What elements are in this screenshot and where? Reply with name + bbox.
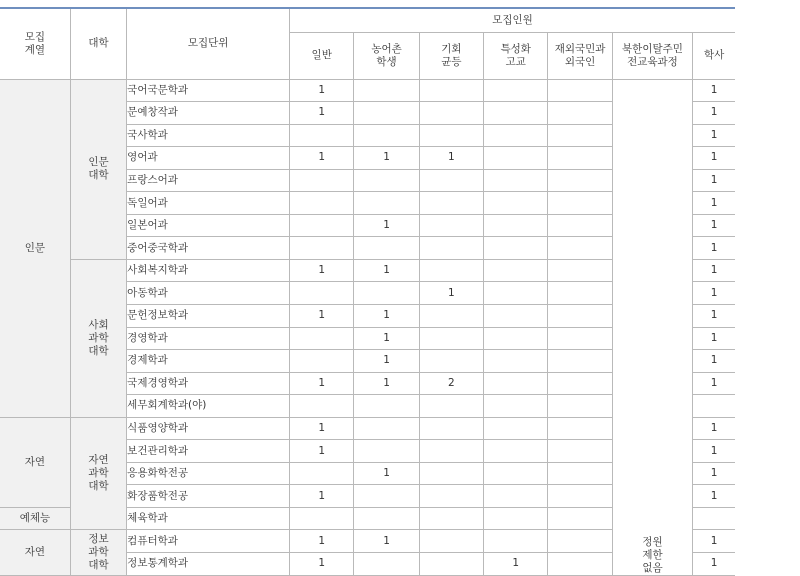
field-cell: 자연	[0, 417, 70, 507]
header-category: 특성화 고교	[484, 32, 548, 79]
quota-cell	[290, 192, 354, 215]
field-cell: 자연	[0, 530, 70, 575]
quota-cell: 1	[290, 79, 354, 102]
quota-cell: 1	[693, 192, 735, 215]
quota-cell: 1	[693, 462, 735, 485]
unit-cell: 응용화학전공	[127, 462, 290, 485]
unit-cell: 보건관리학과	[127, 440, 290, 463]
quota-cell	[419, 462, 483, 485]
quota-cell	[484, 507, 548, 530]
field-cell: 인문	[0, 79, 70, 417]
header-quota: 모집인원	[290, 8, 735, 32]
quota-cell	[548, 530, 612, 553]
quota-cell	[484, 350, 548, 373]
unit-cell: 문헌정보학과	[127, 304, 290, 327]
quota-cell	[548, 124, 612, 147]
quota-cell: 1	[693, 350, 735, 373]
quota-cell	[484, 395, 548, 418]
quota-cell: 1	[693, 259, 735, 282]
unit-cell: 정보통계학과	[127, 552, 290, 575]
quota-cell: 1	[693, 372, 735, 395]
quota-cell	[484, 417, 548, 440]
quota-cell	[484, 485, 548, 508]
quota-cell	[419, 102, 483, 125]
quota-cell	[419, 192, 483, 215]
quota-cell	[354, 485, 419, 508]
table-body	[0, 79, 735, 575]
quota-cell: 1	[290, 259, 354, 282]
quota-cell	[484, 462, 548, 485]
quota-cell: 1	[693, 440, 735, 463]
unit-cell: 컴퓨터학과	[127, 530, 290, 553]
quota-cell	[354, 102, 419, 125]
quota-cell: 2	[419, 372, 483, 395]
quota-cell	[548, 440, 612, 463]
quota-cell	[354, 79, 419, 102]
quota-cell	[484, 282, 548, 305]
header-college: 대학	[70, 8, 126, 79]
quota-cell: 1	[354, 327, 419, 350]
quota-cell	[354, 282, 419, 305]
quota-cell	[484, 214, 548, 237]
unit-cell: 식품영양학과	[127, 417, 290, 440]
quota-cell	[354, 552, 419, 575]
quota-cell: 1	[419, 147, 483, 170]
quota-cell	[484, 124, 548, 147]
quota-cell	[548, 214, 612, 237]
quota-cell	[548, 192, 612, 215]
table-row	[0, 79, 735, 102]
quota-cell	[548, 327, 612, 350]
quota-cell	[290, 282, 354, 305]
quota-cell	[354, 417, 419, 440]
quota-cell: 1	[290, 530, 354, 553]
quota-cell	[484, 79, 548, 102]
quota-cell: 1	[290, 147, 354, 170]
quota-cell	[419, 417, 483, 440]
quota-cell: 1	[354, 304, 419, 327]
quota-cell: 1	[693, 79, 735, 102]
college-cell: 정보 과학 대학	[70, 530, 126, 575]
quota-cell	[354, 237, 419, 260]
quota-cell	[290, 350, 354, 373]
quota-cell	[354, 395, 419, 418]
quota-cell	[290, 169, 354, 192]
header-category: 일반	[290, 32, 354, 79]
unit-cell: 체육학과	[127, 507, 290, 530]
quota-cell: 1	[290, 417, 354, 440]
quota-cell	[548, 237, 612, 260]
header-category: 북한이탈주민 전교육과정	[612, 32, 692, 79]
quota-cell	[548, 485, 612, 508]
quota-cell: 1	[693, 485, 735, 508]
quota-cell	[354, 124, 419, 147]
quota-cell	[419, 395, 483, 418]
quota-cell	[548, 147, 612, 170]
quota-cell	[693, 507, 735, 530]
quota-cell	[290, 214, 354, 237]
quota-cell	[548, 259, 612, 282]
quota-cell: 1	[290, 440, 354, 463]
quota-cell: 1	[693, 102, 735, 125]
header-category: 기회 균등	[419, 32, 483, 79]
quota-cell: 1	[693, 282, 735, 305]
quota-cell	[484, 372, 548, 395]
quota-cell: 1	[290, 102, 354, 125]
quota-cell: 1	[693, 169, 735, 192]
quota-cell	[419, 327, 483, 350]
college-cell: 자연 과학 대학	[70, 417, 126, 530]
quota-cell	[484, 192, 548, 215]
quota-cell	[419, 259, 483, 282]
unit-cell: 아동학과	[127, 282, 290, 305]
quota-cell	[290, 124, 354, 147]
unit-cell: 독일어과	[127, 192, 290, 215]
quota-cell: 1	[693, 530, 735, 553]
no-limit-note: 정원 제한 없음	[612, 79, 692, 575]
unit-cell: 프랑스어과	[127, 169, 290, 192]
unit-cell: 경영학과	[127, 327, 290, 350]
quota-cell: 1	[693, 327, 735, 350]
quota-cell	[548, 350, 612, 373]
quota-cell	[548, 462, 612, 485]
quota-cell	[484, 440, 548, 463]
college-cell: 인문 대학	[70, 79, 126, 259]
quota-cell: 1	[290, 372, 354, 395]
college-cell: 사회 과학 대학	[70, 259, 126, 417]
quota-cell	[693, 395, 735, 418]
quota-cell	[354, 192, 419, 215]
quota-cell: 1	[354, 259, 419, 282]
unit-cell: 국어국문학과	[127, 79, 290, 102]
quota-cell	[419, 79, 483, 102]
quota-cell	[419, 350, 483, 373]
quota-cell	[484, 102, 548, 125]
header-category: 학사	[693, 32, 735, 79]
quota-cell	[484, 147, 548, 170]
quota-cell: 1	[290, 552, 354, 575]
quota-cell	[548, 395, 612, 418]
quota-cell	[548, 282, 612, 305]
quota-cell: 1	[354, 372, 419, 395]
quota-cell: 1	[354, 462, 419, 485]
quota-cell	[548, 417, 612, 440]
quota-cell	[548, 169, 612, 192]
header-category: 재외국민과 외국인	[548, 32, 612, 79]
quota-cell	[419, 124, 483, 147]
quota-cell: 1	[693, 237, 735, 260]
quota-cell	[290, 327, 354, 350]
quota-cell	[484, 169, 548, 192]
quota-cell	[419, 304, 483, 327]
quota-cell: 1	[693, 552, 735, 575]
quota-cell	[354, 507, 419, 530]
quota-cell	[419, 440, 483, 463]
unit-cell: 문예창작과	[127, 102, 290, 125]
header-unit: 모집단위	[127, 8, 290, 79]
unit-cell: 사회복지학과	[127, 259, 290, 282]
quota-cell	[354, 169, 419, 192]
quota-cell	[484, 259, 548, 282]
header-field: 모집 계열	[0, 8, 70, 79]
header-category: 농어촌 학생	[354, 32, 419, 79]
unit-cell: 국사학과	[127, 124, 290, 147]
quota-cell	[484, 327, 548, 350]
unit-cell: 영어과	[127, 147, 290, 170]
unit-cell: 경제학과	[127, 350, 290, 373]
quota-cell	[484, 237, 548, 260]
quota-cell	[419, 237, 483, 260]
quota-cell	[290, 462, 354, 485]
quota-cell	[548, 79, 612, 102]
quota-cell	[419, 507, 483, 530]
quota-cell: 1	[354, 350, 419, 373]
quota-cell	[484, 304, 548, 327]
quota-cell: 1	[354, 530, 419, 553]
quota-cell: 1	[419, 282, 483, 305]
quota-cell	[548, 102, 612, 125]
quota-cell: 1	[693, 304, 735, 327]
quota-cell	[290, 507, 354, 530]
unit-cell: 일본어과	[127, 214, 290, 237]
quota-cell: 1	[290, 485, 354, 508]
quota-cell	[548, 372, 612, 395]
quota-cell	[419, 214, 483, 237]
quota-cell	[548, 507, 612, 530]
admission-quota-table	[0, 7, 735, 576]
quota-cell	[419, 485, 483, 508]
quota-cell: 1	[693, 124, 735, 147]
quota-cell: 1	[290, 304, 354, 327]
quota-cell	[548, 304, 612, 327]
quota-cell	[419, 530, 483, 553]
quota-cell	[548, 552, 612, 575]
unit-cell: 세무회계학과(야)	[127, 395, 290, 418]
unit-cell: 국제경영학과	[127, 372, 290, 395]
quota-cell	[419, 169, 483, 192]
quota-cell: 1	[693, 417, 735, 440]
quota-cell: 1	[354, 214, 419, 237]
quota-cell	[290, 237, 354, 260]
quota-cell	[484, 530, 548, 553]
unit-cell: 중어중국학과	[127, 237, 290, 260]
quota-cell	[354, 440, 419, 463]
field-cell: 예체능	[0, 507, 70, 530]
quota-cell	[419, 552, 483, 575]
quota-cell: 1	[693, 147, 735, 170]
quota-cell	[290, 395, 354, 418]
quota-cell: 1	[484, 552, 548, 575]
unit-cell: 화장품학전공	[127, 485, 290, 508]
quota-cell: 1	[354, 147, 419, 170]
quota-cell: 1	[693, 214, 735, 237]
